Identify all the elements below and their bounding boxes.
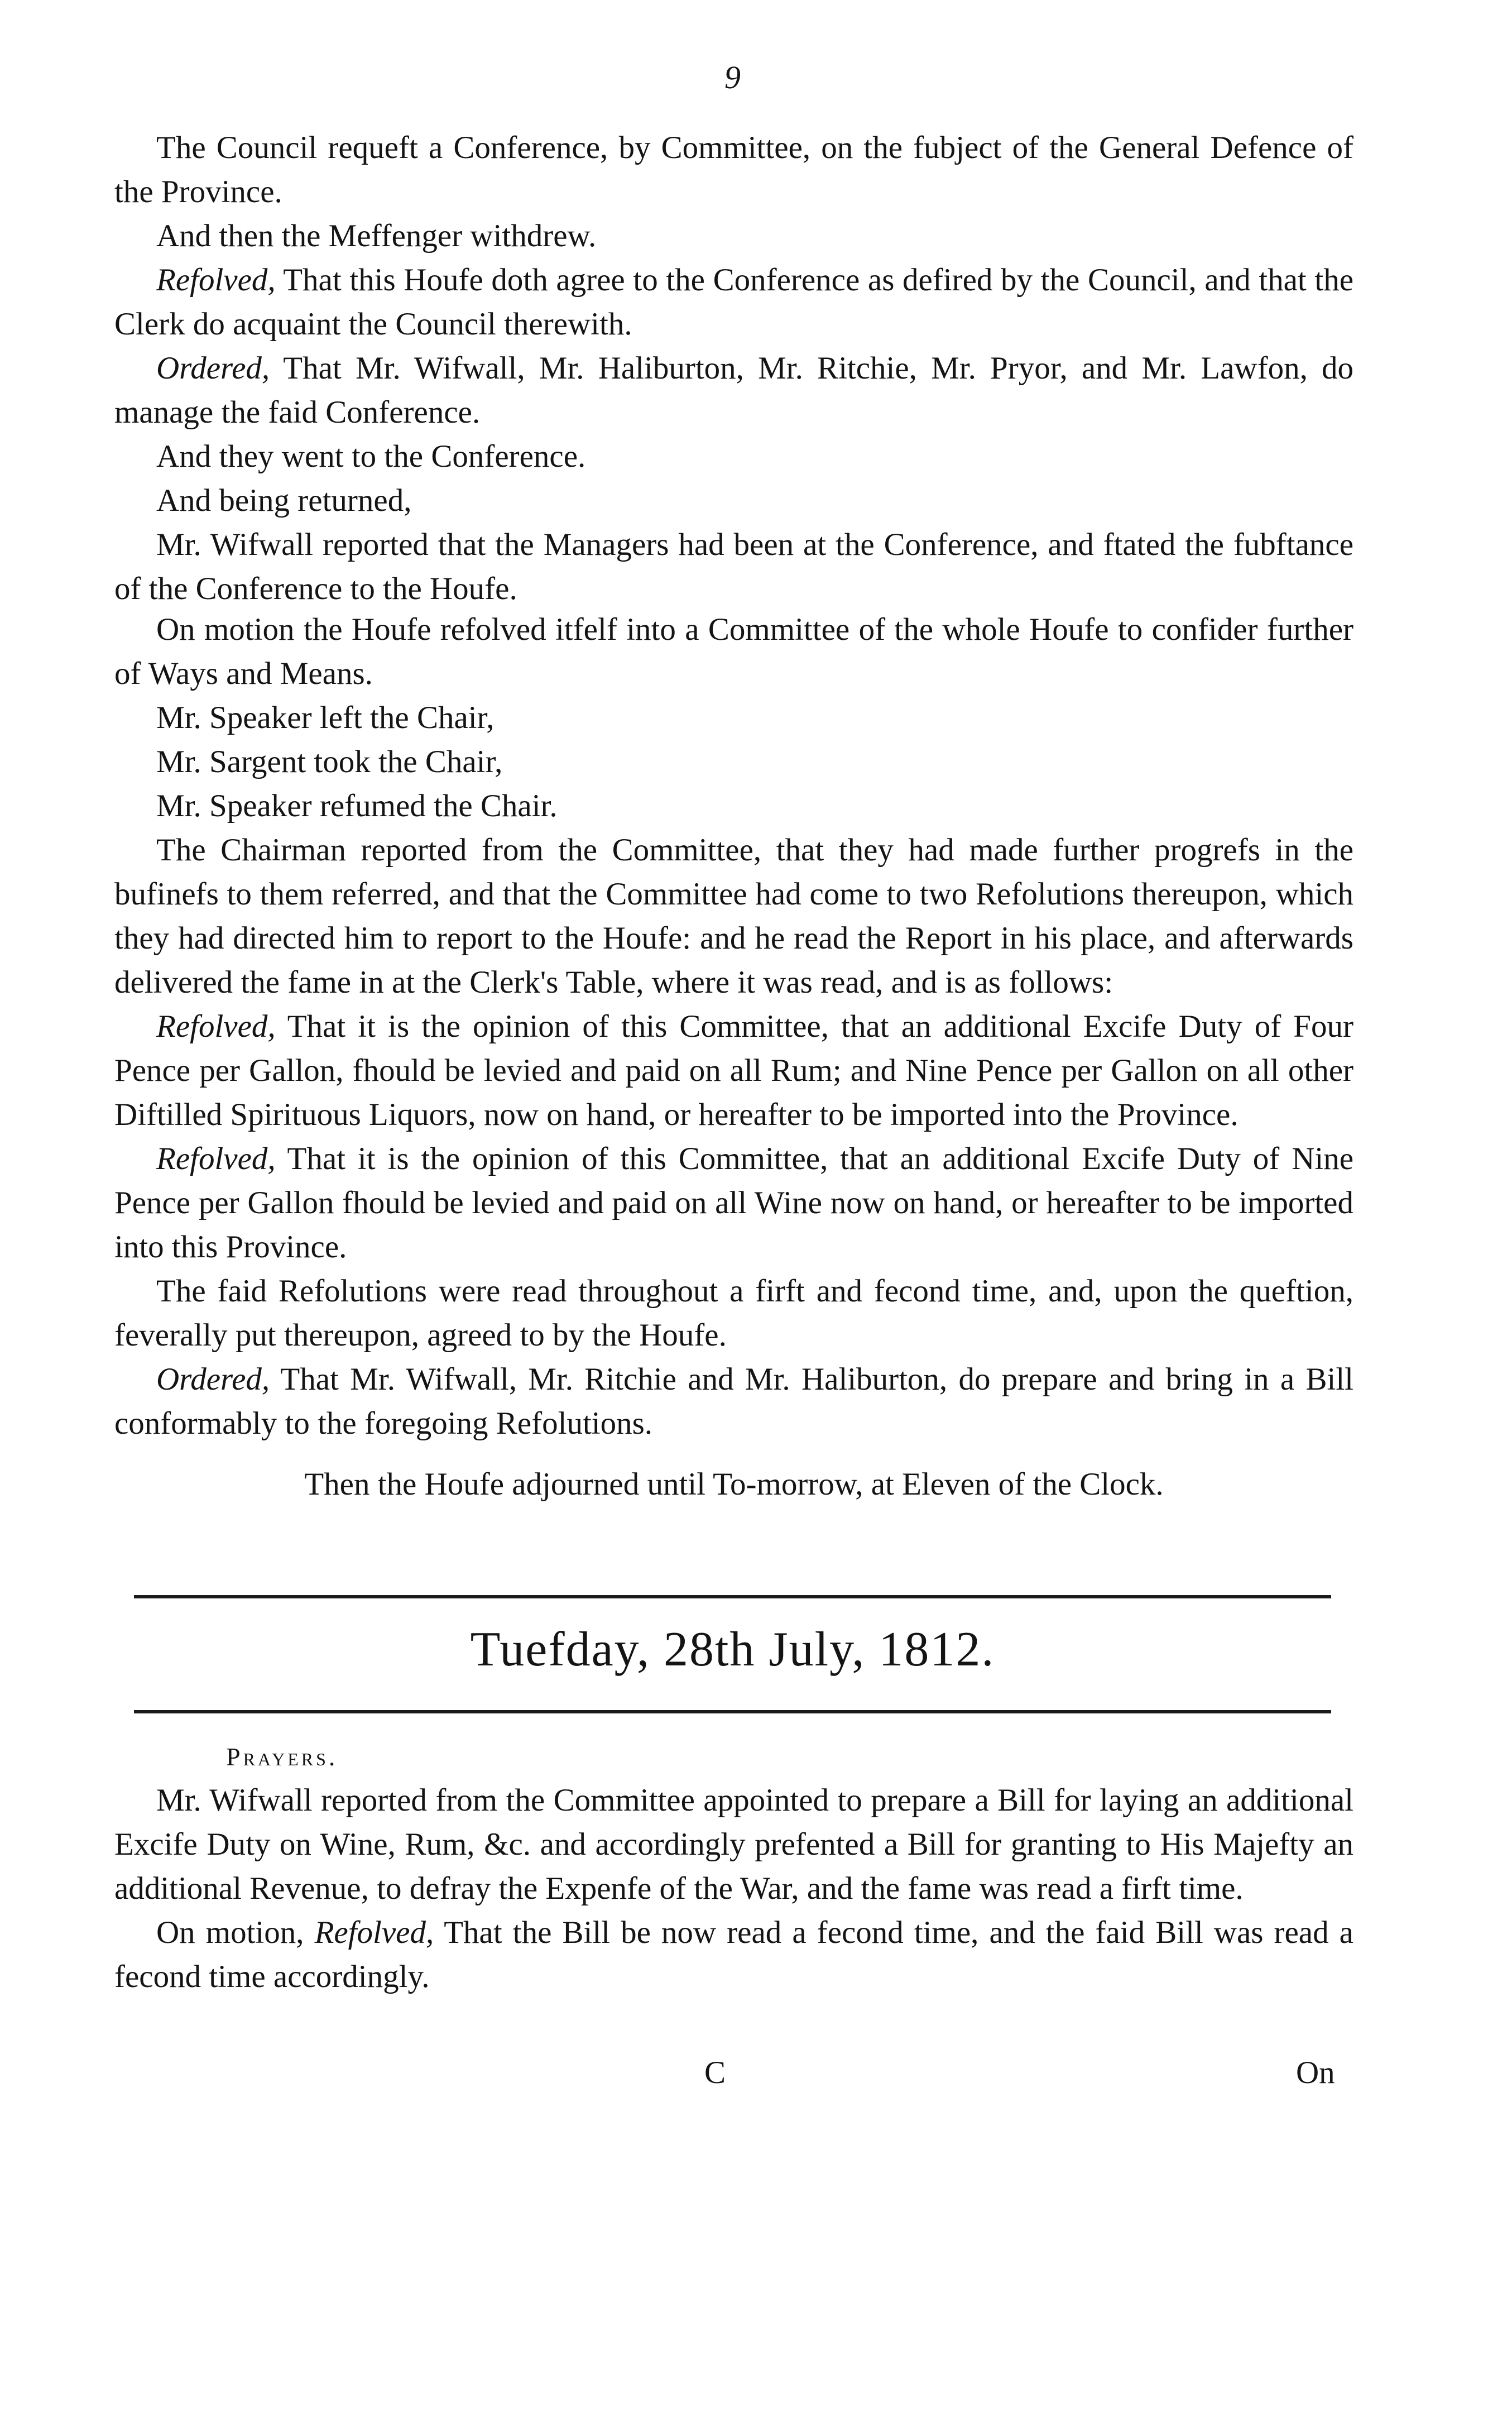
paragraph-text: Mr. Wifwall reported that the Managers had been at the Conference, and ftated the fubftance of the Conference to the Houfe. (114, 527, 1353, 606)
paragraph-text: The Chairman reported from the Committee, that they had made further progrefs in the bufinefs to them referred, and that the Committee had come to two Refolutions thereupon, which they had directed him to report to the Houfe: and he read the Report in his place, and afterwards delivered the fame in at the Clerk's Table, where it was read, and is as follows: (114, 832, 1353, 1000)
prayers-heading: Prayers. (226, 1742, 338, 1771)
journal-section-excise-bill (114, 1778, 1353, 1999)
paragraph (114, 1357, 1353, 1445)
paragraph (114, 696, 1353, 740)
paragraph (114, 434, 1353, 478)
ordered-label: Ordered, (156, 351, 270, 386)
resolved-label: Refolved, (156, 262, 276, 298)
paragraph-text: Mr. Speaker refumed the Chair. (156, 788, 558, 823)
divider-rule-bottom (134, 1710, 1331, 1713)
resolved-label: Refolved, (156, 1141, 276, 1176)
paragraph (114, 126, 1353, 214)
resolved-label: Refolved, (314, 1915, 434, 1950)
paragraph-text: And they went to the Conference. (156, 439, 586, 474)
paragraph (114, 1778, 1353, 1911)
paragraph-text: The Council requeft a Conference, by Committee, on the fubject of the General Defence of the Province. (114, 130, 1353, 209)
paragraph-text: And being returned, (156, 483, 412, 518)
paragraph (114, 740, 1353, 784)
paragraph (114, 1911, 1353, 1999)
journal-section-ways-and-means (114, 607, 1353, 1506)
catchword: On (1296, 2055, 1335, 2090)
paragraph (114, 523, 1353, 611)
signature-mark: C (704, 2055, 726, 2090)
paragraph-text: That Mr. Wifwall, Mr. Haliburton, Mr. Ritchie, Mr. Pryor, and Mr. Lawfon, do manage the faid Conference. (114, 351, 1353, 430)
ordered-label: Ordered, (156, 1362, 270, 1397)
paragraph-text: On motion, (156, 1915, 315, 1950)
paragraph-text: That Mr. Wifwall, Mr. Ritchie and Mr. Haliburton, do prepare and bring in a Bill conformably to the foregoing Refolutions. (114, 1362, 1353, 1441)
paragraph (114, 828, 1353, 1004)
paragraph (114, 784, 1353, 828)
paragraph (114, 1269, 1353, 1357)
paragraph (114, 1137, 1353, 1269)
paragraph-text: That it is the opinion of this Committee, that an additional Excife Duty of Nine Pence per Gallon fhould be levied and paid on all Wine now on hand, or hereafter to be imported into this Province. (114, 1141, 1353, 1265)
journal-section-council-conference (114, 126, 1353, 611)
paragraph-text: That this Houfe doth agree to the Conference as defired by the Council, and that the Clerk do acquaint the Council therewith. (114, 262, 1353, 342)
page-number: 9 (724, 59, 741, 95)
paragraph-text: And then the Meffenger withdrew. (156, 218, 597, 253)
paragraph (114, 1004, 1353, 1137)
paragraph-text: On motion the Houfe refolved itfelf into a Committee of the whole Houfe to confider further of Ways and Means. (114, 612, 1353, 691)
resolved-label: Refolved, (156, 1009, 276, 1044)
date-heading: Tuefday, 28th July, 1812. (470, 1622, 995, 1677)
paragraph (114, 346, 1353, 434)
paragraph (114, 478, 1353, 523)
paragraph (114, 214, 1353, 258)
paragraph-text: The faid Refolutions were read throughout a firft and fecond time, and, upon the queftion, feverally put thereupon, agreed to by the Houfe. (114, 1273, 1353, 1353)
paragraph-text: Mr. Speaker left the Chair, (156, 700, 495, 735)
divider-rule-top (134, 1595, 1331, 1598)
adjournment-line: Then the Houfe adjourned until To-morrow, at Eleven of the Clock. (304, 1467, 1164, 1502)
paragraph (114, 258, 1353, 346)
paragraph-text: Mr. Wifwall reported from the Committee appointed to prepare a Bill for laying an additional Excife Duty on Wine, Rum, &c. and accordingly prefented a Bill for granting to His Majefty an additional Revenue, to defray the Expenfe of the War, and the fame was read a firft time. (114, 1783, 1353, 1906)
paragraph (114, 607, 1353, 696)
paragraph-text: That the Bill be now read a fecond time, and the faid Bill was read a fecond time accordingly. (114, 1915, 1353, 1994)
paragraph-text: That it is the opinion of this Committee, that an additional Excife Duty of Four Pence per Gallon, fhould be levied and paid on all Rum; and Nine Pence per Gallon on all other Diftilled Spirituous Liquors, now on hand, or hereafter to be imported into the Province. (114, 1009, 1353, 1132)
paragraph-text: Mr. Sargent took the Chair, (156, 744, 503, 779)
